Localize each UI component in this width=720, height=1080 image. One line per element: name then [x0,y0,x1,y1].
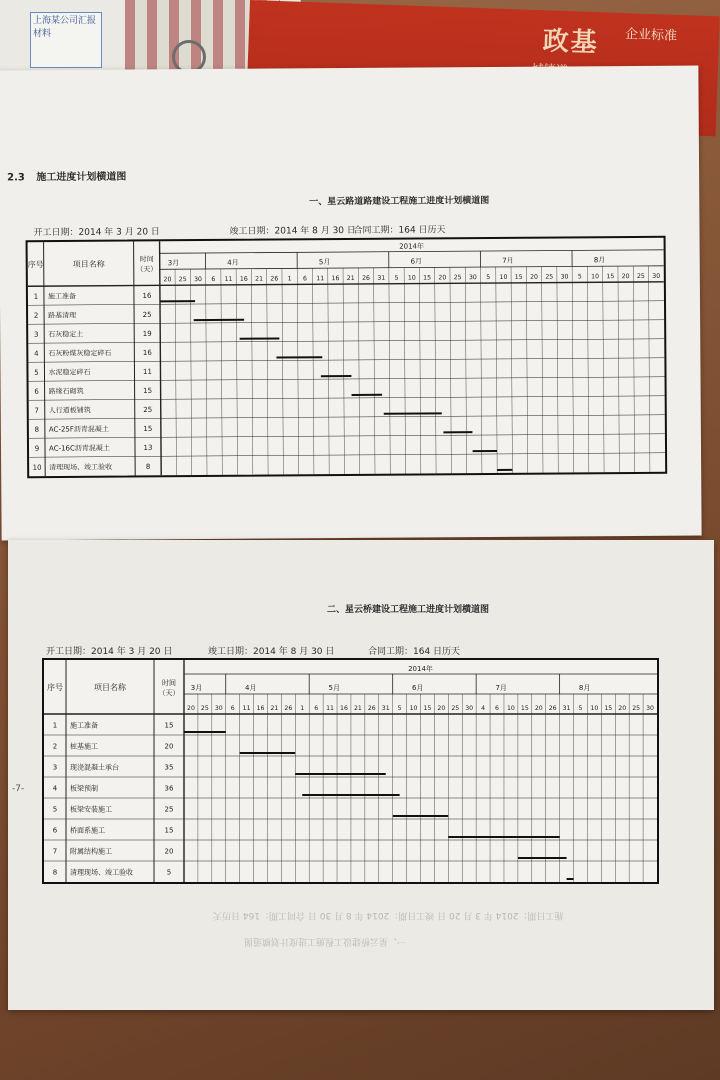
chart-1-row-no: 6 [34,387,39,396]
chart-1-day-label: 5 [577,273,582,281]
chart-1-day-gridline [465,267,466,473]
chart-1-day-gridline [404,268,405,474]
chart-2-row-days: 35 [164,763,174,772]
chart-1-header-time-unit: （天） [136,265,158,274]
ghost-title: 一、星云桥建设工程施工进度计划横道图 [244,936,407,946]
chart-1-day-gridline [435,267,436,473]
chart-2-day-label: 16 [340,705,348,712]
chart-2-header-item: 项目名称 [94,683,126,692]
chart-2-day-label: 21 [353,705,362,712]
chart-1-row-divider [28,301,664,305]
gantt-chart-road [26,236,668,478]
chart-2-day-label: 16 [256,705,265,712]
chart-2-row-name: 清理现场、竣工验收 [70,868,133,877]
chart-1-day-gridline [206,269,207,475]
chart-2-header-time-unit: （天） [158,689,180,697]
chart-1-row-days: 16 [142,348,152,357]
chart-1-day-gridline [190,269,191,475]
chart-1-month-label: 8月 [593,256,606,265]
chart-2-day-label: 11 [326,705,335,712]
chart-1-day-gridline [557,267,558,473]
chart-2-day-label: 15 [604,705,613,712]
chart-2-row-days: 20 [164,847,174,856]
chart-1-day-label: 15 [606,273,615,281]
chart-1-day-gridline [450,267,451,473]
chart-1-header-seq: 序号 [27,260,44,270]
chart-1-title: 一、星云路道路建设工程施工进度计划横道图 [309,196,490,208]
bottom-page [8,540,714,1010]
chart-1-day-label: 16 [239,275,248,283]
chart-2-row-no: 1 [52,721,58,730]
chart-1-day-label: 15 [423,274,432,282]
section-heading [7,168,126,184]
chart-1-day-gridline [496,267,497,473]
chart-2-title: 二、星云桥建设工程施工进度计划横道图 [326,605,489,615]
chart-1-day-label: 11 [224,275,233,283]
chart-1-day-label: 20 [438,274,447,282]
chart-1-day-gridline [236,269,237,475]
chart-1-day-label: 25 [636,272,645,280]
chart-1-day-label: 26 [362,274,370,282]
chart-1-row-days: 25 [142,310,152,319]
chart-2-day-label: 1 [300,705,305,712]
chart-1-day-label: 30 [652,272,661,280]
chart-1-col-name-edge [134,242,136,476]
chart-1-day-label: 16 [331,275,340,283]
chart-1-day-label: 15 [514,273,523,281]
chart-1-day-label: 31 [377,274,386,282]
chart-1-day-gridline [251,269,252,475]
chart-1-day-label: 5 [486,274,491,282]
chart-1-row-name: AC-25F沥青混凝土 [48,425,109,434]
chart-1-day-gridline [648,266,649,472]
chart-2-day-label: 5 [578,705,583,712]
chart-2-day-label: 10 [506,705,515,712]
chart-2-header-seq: 序号 [47,683,63,692]
chart-2-day-label: 6 [230,705,235,712]
chart-1-row-days: 15 [143,386,153,395]
chart-1-month-label: 4月 [227,258,239,267]
chart-2-day-label: 15 [423,705,432,712]
chart-2-day-label: 20 [534,705,543,712]
chart-1-header-time: 时间 [139,255,154,264]
chart-2-day-label: 30 [214,705,223,712]
chart-1-row-no: 10 [32,463,42,472]
chart-1-row-name: 水泥稳定碎石 [48,368,91,377]
chart-2-row-days: 5 [166,868,172,877]
chart-2-month-label: 4月 [245,684,257,692]
chart-1-day-label: 10 [591,273,600,281]
chart-2-day-label: 25 [451,705,460,712]
chart-2-row-no: 6 [52,826,58,835]
chart-2-row-name: 桥面系施工 [70,826,105,835]
red-book-label: 企业标准 [624,27,678,44]
chart-1-col-time-edge [160,241,162,475]
chart-2-row-days: 20 [164,742,174,751]
chart-2-row-no: 4 [52,784,58,793]
chart-1-day-label: 20 [530,273,538,281]
chart-1-row-no: 1 [33,292,39,301]
ghost-meta: 施工日期：2014 年 3 月 20 日 竣工日期：2014 年 8 月 30 日 合同工期：164 日历天 [213,910,564,920]
chart-1-duration: 合同工期：164 日历天 [353,225,446,236]
chart-2-day-label: 30 [646,705,654,712]
chart-1-end-date: 竣工日期：2014 年 8 月 30 日 [229,225,356,237]
chart-1-day-gridline [511,267,512,473]
chart-2-row-days: 25 [164,805,174,814]
chart-2-day-label: 26 [284,705,293,712]
chart-1-day-gridline [312,268,313,474]
chart-1-row-no: 5 [34,368,39,377]
chart-1-row-divider [29,396,665,400]
chart-1-svg [28,238,666,476]
chart-1-day-gridline [526,267,527,473]
chart-2-start-date: 开工日期：2014 年 3 月 20 日 [46,647,173,657]
chart-1-day-gridline [603,266,604,472]
chart-1-day-gridline [572,266,573,472]
chart-1-row-divider [29,434,665,438]
chart-2-month-label: 6月 [411,684,424,692]
chart-1-day-label: 30 [560,273,569,281]
chart-1-row-divider [29,453,665,457]
chart-1-day-label: 20 [621,273,630,281]
chart-2-row-name: 施工准备 [70,721,98,730]
chart-1-day-gridline [389,268,390,474]
top-page [0,66,702,541]
chart-1-day-gridline [480,267,481,473]
chart-1-row-name: AC-16C沥青混凝土 [48,444,110,453]
chart-2-month-label: 3月 [190,684,203,692]
chart-1-day-gridline [419,268,420,474]
chart-2-row-no: 8 [52,868,58,877]
page-number: -7- [12,784,25,794]
chart-1-start-date: 开工日期：2014 年 3 月 20 日 [33,227,160,239]
chart-2-header-time: 时间 [162,679,176,687]
chart-2-row-days: 36 [164,784,174,793]
chart-2-day-label: 31 [562,705,571,712]
chart-2-day-label: 21 [270,705,279,712]
chart-2-row-name: 现浇混凝土承台 [70,763,119,772]
chart-1-day-gridline [358,268,359,474]
chart-2-day-label: 10 [409,705,418,712]
chart-2-month-label: 5月 [328,684,340,692]
chart-2-month-label: 8月 [578,684,591,692]
chart-2-day-label: 15 [520,705,529,712]
chart-1-col-seq-edge [44,242,46,476]
chart-1-day-label: 25 [545,273,554,281]
chart-2-row-name: 板梁安装施工 [70,805,112,814]
chart-1-day-gridline [282,268,283,474]
chart-1-day-label: 1 [287,275,292,283]
chart-1-day-gridline [297,268,298,474]
chart-1-row-days: 16 [142,291,152,300]
chart-1-day-gridline [587,266,588,472]
chart-1-month-label: 3月 [167,259,180,268]
chart-1-day-label: 6 [211,275,216,283]
chart-1-row-divider [29,415,665,419]
chart-1-row-days: 25 [143,405,153,414]
chart-2-header-year: 2014年 [408,665,433,673]
chart-2-duration: 合同工期：164 日历天 [368,647,461,657]
chart-1-row-divider [29,377,665,381]
chart-1-day-label: 10 [407,274,416,282]
chart-1-day-gridline [175,269,176,475]
chart-1-row-name: 清理现场、竣工验收 [49,463,113,472]
chart-1-day-label: 25 [453,274,462,282]
chart-1-row-days: 11 [142,367,152,376]
section-title: 施工进度计划横道图 [36,171,127,184]
chart-1-day-label: 20 [163,276,172,284]
section-number: 2.3 [7,172,25,184]
chart-1-month-label: 7月 [502,256,514,265]
chart-2-day-label: 10 [590,705,599,712]
chart-1-row-days: 15 [143,424,153,433]
chart-1-row-no: 4 [34,349,39,358]
chart-2-day-label: 26 [367,705,376,712]
chart-2-meta [46,644,686,658]
gantt-chart-bridge [42,658,659,884]
chart-1-day-gridline [221,269,222,475]
chart-2-month-label: 7月 [495,684,507,692]
chart-1-day-label: 26 [270,275,279,283]
chart-2-day-label: 25 [632,705,641,712]
chart-1-row-days: 13 [143,443,153,452]
chart-1-day-label: 30 [468,274,477,282]
chart-1-row-divider [28,320,664,324]
chart-1-row-no: 9 [34,444,40,453]
chart-1-day-gridline [374,268,375,474]
chart-1-day-gridline [618,266,619,472]
chart-1-day-label: 10 [499,273,508,281]
chart-1-row-divider [28,358,664,362]
chart-1-header-year: 2014年 [399,242,425,251]
chart-1-row-divider [28,339,664,343]
chart-1-row-name: 路缘石砌筑 [48,387,84,396]
chart-2-day-label: 30 [465,705,474,712]
chart-1-day-label: 11 [316,275,325,283]
chart-1-day-label: 5 [394,274,399,282]
chart-1-row-no: 8 [34,425,40,434]
chart-1-row-name: 石灰稳定土 [48,330,84,339]
chart-1-day-gridline [267,269,268,475]
chart-1-day-gridline [542,267,543,473]
chart-2-row-name: 板梁预制 [70,784,98,793]
chart-1-row-no: 7 [34,406,40,415]
chart-2-row-name: 桩基施工 [70,742,98,751]
chart-2-day-label: 5 [397,705,402,712]
chart-1-day-label: 30 [194,276,202,284]
chart-1-day-label: 21 [255,275,264,283]
chart-2-svg [44,660,657,882]
chart-2-day-label: 31 [381,705,390,712]
chart-2-day-label: 6 [314,705,319,712]
chart-1-row-name: 施工准备 [47,292,76,301]
chart-2-day-label: 20 [437,705,446,712]
chart-1-day-label: 25 [178,276,187,284]
chart-1-day-label: 6 [302,275,307,283]
chart-2-row-days: 15 [164,721,174,730]
chart-2-day-label: 11 [242,705,251,712]
chart-1-row-no: 3 [33,330,39,339]
chart-2-day-label: 4 [481,705,486,712]
booklet-label: 上海某公司汇报材料 [30,12,102,68]
chart-2-day-label: 26 [548,705,557,712]
chart-2-day-label: 25 [200,705,209,712]
chart-1-row-no: 2 [33,311,39,320]
chart-2-row-name: 附属结构施工 [70,847,112,856]
chart-1-day-gridline [328,268,329,474]
chart-2-day-label: 20 [187,705,195,712]
chart-1-day-label: 21 [346,274,355,283]
chart-1-header-bottom [28,282,664,286]
chart-2-row-no: 7 [52,847,58,856]
chart-1-row-name: 路基清理 [48,311,77,320]
chart-1-month-label: 5月 [318,258,331,267]
red-book-title: 政基 [542,26,600,59]
chart-2-row-no: 5 [52,805,58,814]
chart-1-day-gridline [343,268,344,474]
chart-2-day-label: 20 [618,705,627,712]
chart-1-row-days: 19 [142,329,152,338]
chart-1-month-label: 6月 [410,257,423,266]
chart-1-header-item: 项目名称 [72,259,105,269]
chart-1-row-name: 人行道板铺筑 [48,406,91,415]
chart-2-row-days: 15 [164,826,174,835]
chart-2-row-no: 2 [52,742,58,751]
chart-2-day-label: 6 [495,705,499,712]
chart-2-end-date: 竣工日期：2014 年 8 月 30 日 [208,647,335,657]
chart-1-row-days: 8 [145,462,151,471]
chart-2-row-no: 3 [52,763,58,772]
chart-1-row-name: 石灰粉煤灰稳定碎石 [48,349,112,358]
chart-1-day-gridline [633,266,634,472]
